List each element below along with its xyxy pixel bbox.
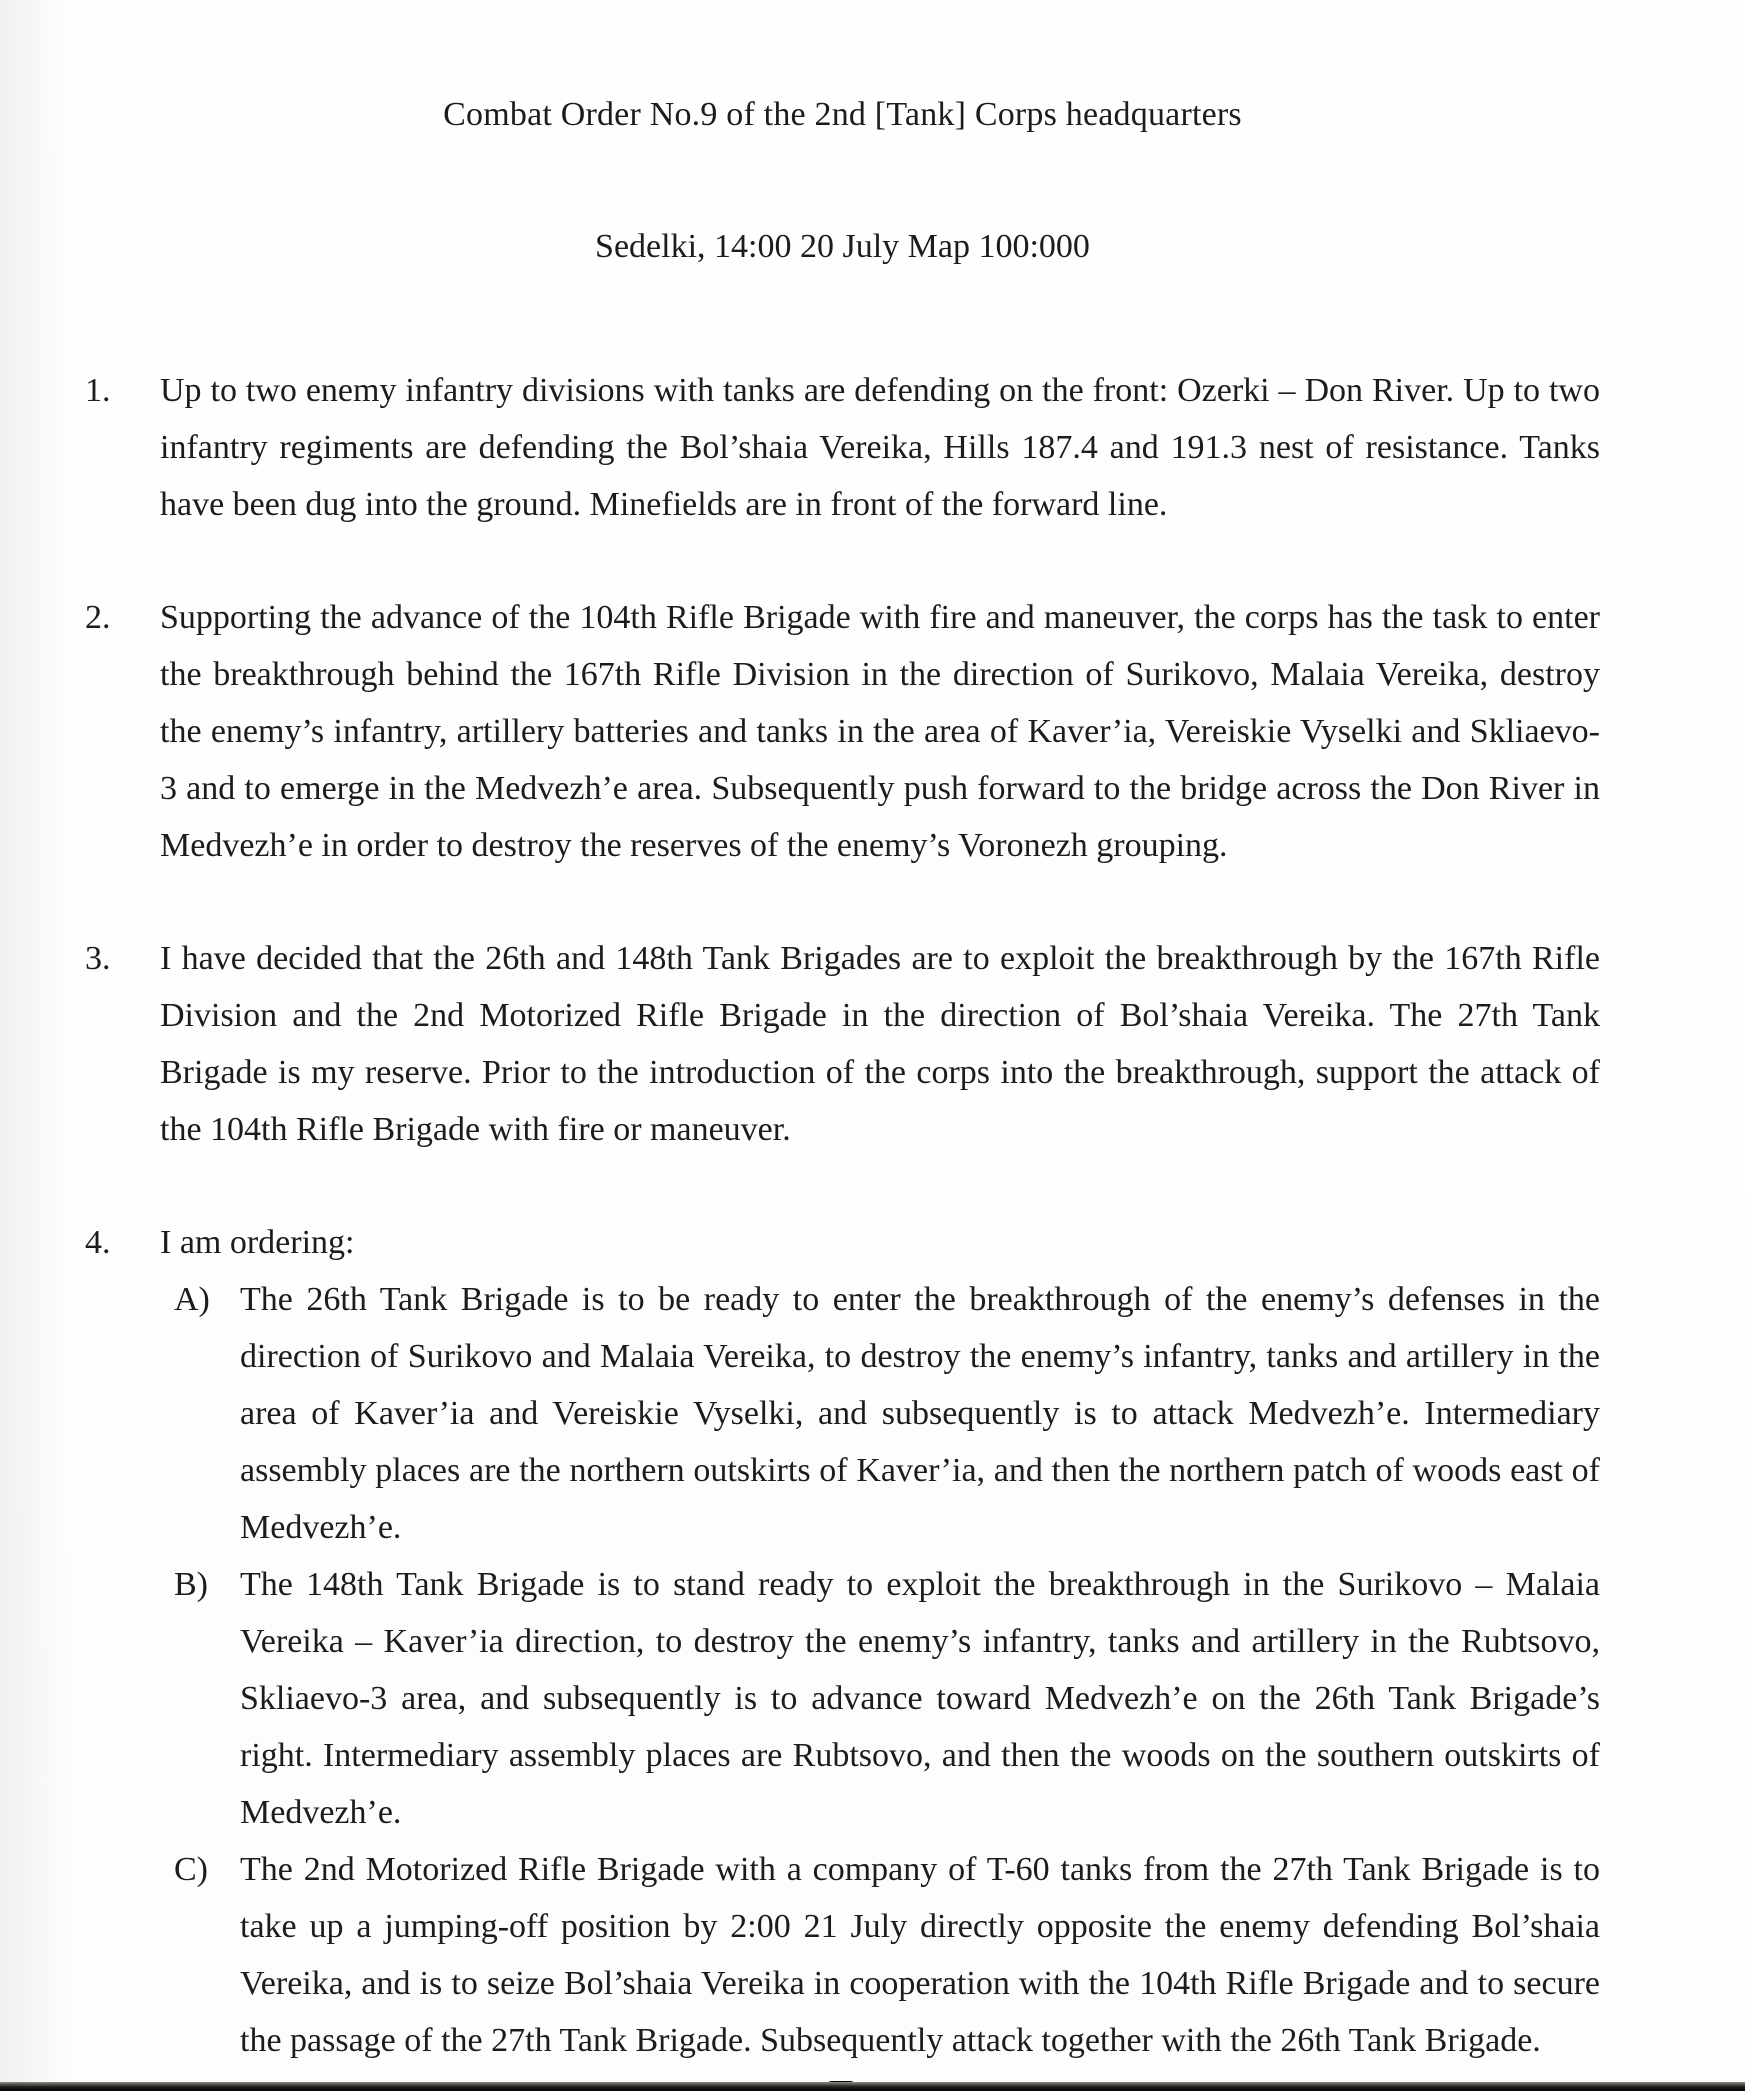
sub-item-c — [160, 1841, 1600, 2069]
order-item-1 — [85, 362, 1600, 533]
order-list — [85, 362, 1600, 2069]
scan-bottom-edge — [0, 2082, 1745, 2091]
item-number: 2. — [85, 599, 111, 636]
item-text: I have decided that the 26th and 148th Tank Brigades are to exploit the breakthrough by the 167th Rifle Division and the 2nd Motorized Rifle Brigade in the direction of Bol’shaia Vereika. The 27th Tank Brigade is my reserve. Prior to the introduction of the corps into the breakthrough, support the attack of the 104th Rifle Brigade with fire or maneuver. — [160, 940, 1600, 1148]
scan-left-edge-shadow — [0, 0, 70, 2091]
item-body — [160, 1214, 1600, 2069]
item-number: 3. — [85, 940, 111, 977]
item-text: Supporting the advance of the 104th Rifle Brigade with fire and maneuver, the corps has the task to enter the breakthrough behind the 167th Rifle Division in the direction of Surikovo, Malaia Vereika, destroy the enemy’s infantry, artillery batteries and tanks in the area of Kaver’ia, Vereiskie Vyselki and Skliaevo-3 and to emerge in the Medvezh’e area. Subsequently push forward to the bridge across the Don River in Medvezh’e in order to destroy the reserves of the enemy’s Voronezh grouping. — [160, 599, 1600, 864]
sub-item-a — [160, 1271, 1600, 1556]
sub-item-text: The 26th Tank Brigade is to be ready to enter the breakthrough of the enemy’s defenses in the direction of Surikovo and Malaia Vereika, to destroy the enemy’s infantry, tanks and artillery in the area of Kaver’ia and Vereiskie Vyselki, and subsequently is to attack Medvezh’e. Intermediary assembly places are the northern outskirts of Kaver’ia, and then the northern patch of woods east of Medvezh’e. — [240, 1281, 1600, 1546]
sub-item-text: The 148th Tank Brigade is to stand ready to exploit the breakthrough in the Surikovo – Malaia Vereika – Kaver’ia direction, to destroy the enemy’s infantry, tanks and artillery in the Rubtsovo, Skliaevo-3 area, and subsequently is to advance toward Medvezh’e on the 26th Tank Brigade’s right. Intermediary assembly places are Rubtsovo, and then the woods on the southern outskirts of Medvezh’e. — [240, 1566, 1600, 1831]
sub-item-letter: A) — [174, 1281, 210, 1318]
item-number: 1. — [85, 372, 111, 409]
item-number: 4. — [85, 1224, 111, 1261]
sub-item-text: The 2nd Motorized Rifle Brigade with a company of T-60 tanks from the 27th Tank Brigade is to take up a jumping-off position by 2:00 21 July directly opposite the enemy defending Bol’shaia Vereika, and is to seize Bol’shaia Vereika in cooperation with the 104th Rifle Brigade and to secure the passage of the 27th Tank Brigade. Subsequently attack together with the 26th Tank Brigade. — [240, 1851, 1600, 2059]
sub-item-b — [160, 1556, 1600, 1841]
sub-item-letter: C) — [174, 1851, 208, 1888]
order-item-2 — [85, 589, 1600, 874]
sub-item-letter: B) — [174, 1566, 208, 1603]
item-text: Up to two enemy infantry divisions with tanks are defending on the front: Ozerki – Don River. Up to two infantry regiments are defending the Bol’shaia Vereika, Hills 187.4 and 191.3 nest of resistance. Tanks have been dug into the ground. Minefields are in front of the forward line. — [160, 372, 1600, 523]
order-item-4 — [85, 1214, 1600, 2069]
document-title: Combat Order No.9 of the 2nd [Tank] Corps headquarters — [443, 96, 1242, 133]
document-dateline: Sedelki, 14:00 20 July Map 100:000 — [595, 228, 1090, 265]
item-text: I am ordering: — [160, 1224, 355, 1261]
order-item-3 — [85, 930, 1600, 1158]
